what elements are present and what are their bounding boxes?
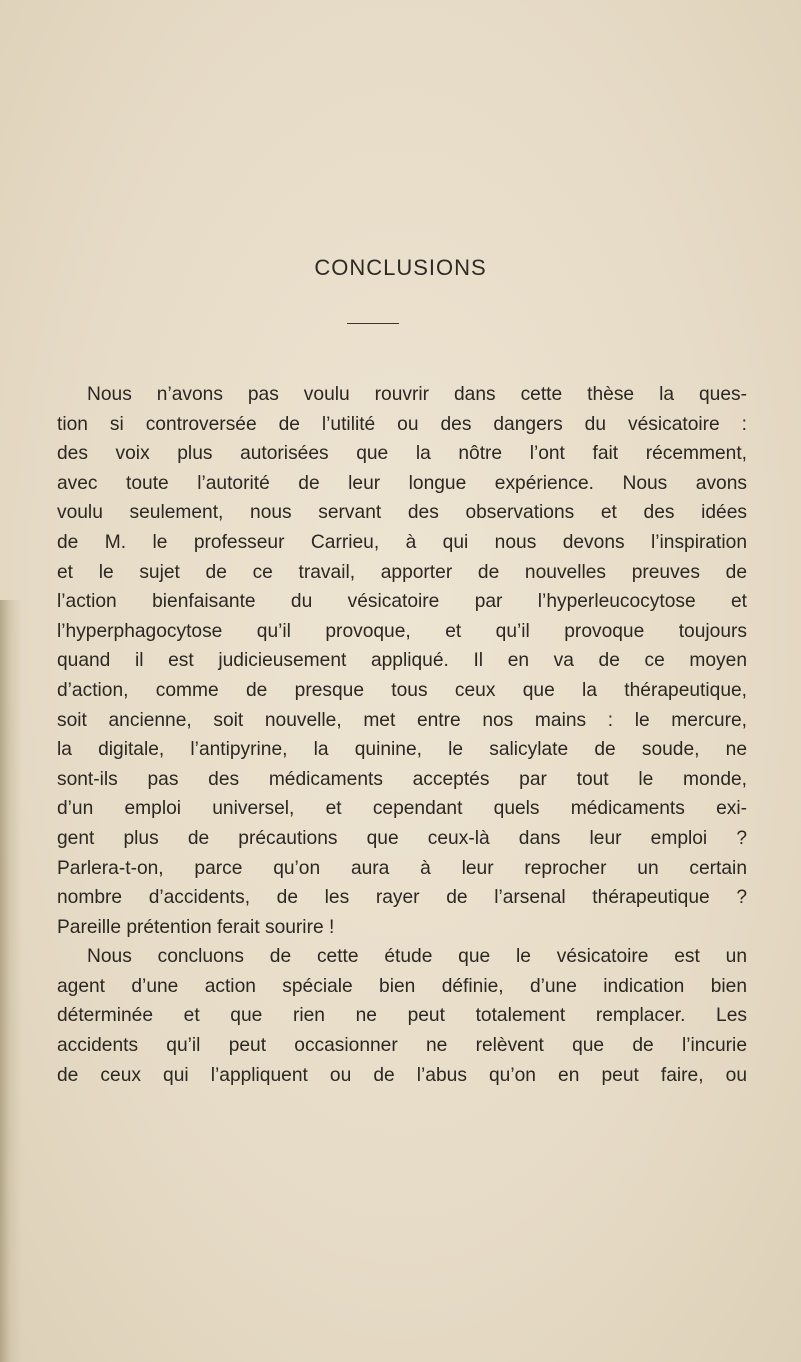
title-divider xyxy=(347,323,399,324)
text-line: d’action, comme de presque tous ceux que la thérapeutique, xyxy=(57,679,747,701)
text-line: avec toute l’autorité de leur longue expérience. Nous avons xyxy=(57,472,747,494)
text-line: la digitale, l’antipyrine, la quinine, le salicylate de soude, ne xyxy=(57,739,747,761)
text-line: l’hyperphagocytose qu’il provoque, et qu’il provoque toujours xyxy=(57,620,747,642)
text-line: accidents qu’il peut occasionner ne relèvent que de l’incurie xyxy=(57,1035,747,1057)
text-line: gent plus de précautions que ceux-là dans leur emploi ? xyxy=(57,827,747,849)
text-line: des voix plus autorisées que la nôtre l’ont fait récemment, xyxy=(57,443,747,465)
text-line: l’action bienfaisante du vésicatoire par l’hyperleucocytose et xyxy=(57,591,747,613)
text-line: quand il est judicieusement appliqué. Il en va de ce moyen xyxy=(57,650,747,672)
body-text xyxy=(57,380,747,1090)
text-line: Nous concluons de cette étude que le vésicatoire est un xyxy=(87,946,747,968)
text-line: tion si controversée de l’utilité ou des dangers du vésicatoire : xyxy=(57,413,747,435)
text-line: de M. le professeur Carrieu, à qui nous devons l’inspiration xyxy=(57,531,747,553)
text-line: sont-ils pas des médicaments acceptés par tout le monde, xyxy=(57,768,747,790)
text-line: voulu seulement, nous servant des observations et des idées xyxy=(57,502,747,524)
text-line: Parlera-t-on, parce qu’on aura à leur reprocher un certain xyxy=(57,857,747,879)
text-line: soit ancienne, soit nouvelle, met entre nos mains : le mercure, xyxy=(57,709,747,731)
page-edge-shadow xyxy=(0,600,22,1362)
text-line: Pareille prétention ferait sourire ! xyxy=(57,916,335,938)
text-line: de ceux qui l’appliquent ou de l’abus qu’on en peut faire, ou xyxy=(57,1064,747,1086)
text-line: nombre d’accidents, de les rayer de l’arsenal thérapeutique ? xyxy=(57,887,747,909)
text-line: et le sujet de ce travail, apporter de nouvelles preuves de xyxy=(57,561,747,583)
text-line: agent d’une action spéciale bien définie, d’une indication bien xyxy=(57,975,747,997)
text-line: déterminée et que rien ne peut totalement remplacer. Les xyxy=(57,1005,747,1027)
text-line: d’un emploi universel, et cependant quels médicaments exi- xyxy=(57,798,747,820)
page-title: CONCLUSIONS xyxy=(314,255,487,280)
text-line: Nous n’avons pas voulu rouvrir dans cette thèse la ques- xyxy=(87,384,747,405)
